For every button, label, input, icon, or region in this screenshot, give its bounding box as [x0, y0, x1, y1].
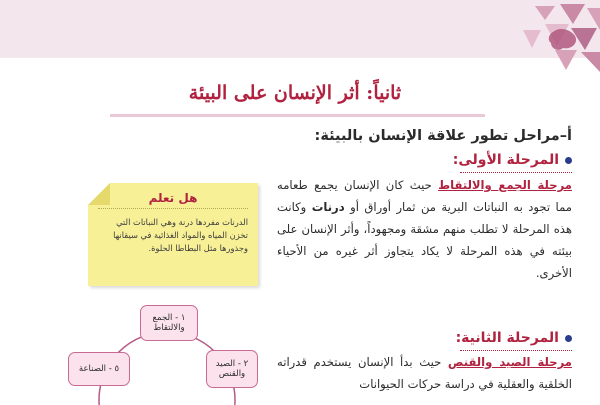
stage1-text-b: وكانت هذه المرحلة لا تطلب منهم مشقة ومجهوداً، وأثر الإنسان على بيئته في هذه المرحلة لا يكاد يتجاوز أثر غيره من الأحياء الأخرى. — [277, 200, 572, 280]
stage1-bold-term: درنات — [311, 200, 345, 214]
section-title: ثانياً: أثر الإنسان على البيئة — [188, 82, 402, 104]
bullet-icon — [565, 335, 572, 342]
subheading: أ–مراحل تطور علاقة الإنسان بالبيئة: — [314, 128, 572, 144]
stage2-keyword: مرحلة الصيد والقنص — [447, 355, 572, 369]
bullet-icon — [565, 157, 572, 164]
stage1-heading-text: المرحلة الأولى: — [452, 152, 559, 168]
stage1-heading — [453, 152, 572, 168]
stage1-text-a: حيث كان الإنسان يجمع طعامه مما تجود به النباتات البرية من ثمار أوراق أو — [277, 178, 572, 214]
stage1-paragraph — [277, 174, 572, 284]
diagram-node-industry: ٥ - الصناعة — [68, 352, 130, 386]
stage2-text: حيث بدأ الإنسان يستخدم قدراته الخلقية والعقلية في دراسة حركات الحيوانات — [277, 355, 572, 391]
note-divider — [98, 208, 248, 210]
note-text: الدرنات مفردها درنة وهي النباتات التي تخزن المياه والمواد الغذائية في سيقانها وجذورها مثل البطاطا الحلوة. — [113, 217, 248, 253]
diagram-node-gathering: ١ - الجمع والالتقاط — [140, 305, 198, 341]
stage2-heading — [456, 330, 572, 346]
stage2-paragraph — [277, 351, 572, 395]
decorative-tiles — [505, 0, 600, 75]
note-title: هل تعلم — [148, 191, 198, 205]
stage1-keyword: مرحلة الجمع والالتقاط — [438, 178, 572, 192]
title-divider — [110, 114, 485, 117]
did-you-know-box — [88, 183, 258, 286]
diagram-node-hunting: ٢ - الصيد والقنص — [206, 350, 258, 388]
stage2-heading-text: المرحلة الثانية: — [455, 330, 559, 346]
stages-cycle-diagram — [60, 300, 270, 405]
